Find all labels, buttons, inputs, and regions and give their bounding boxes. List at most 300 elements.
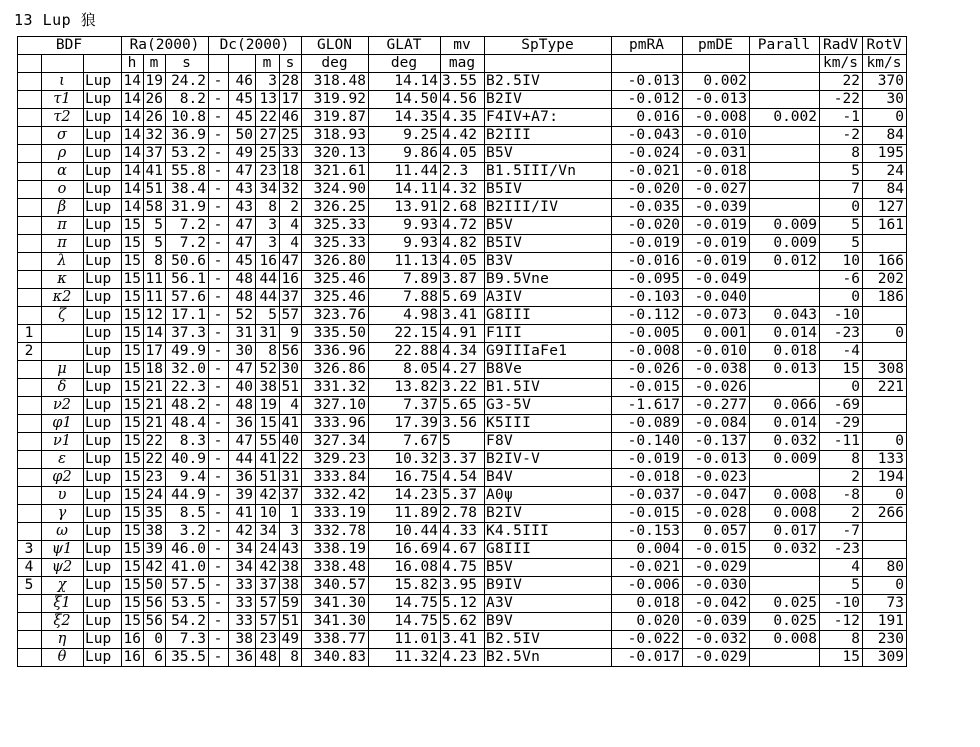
cell-ra-s: 37.3	[166, 325, 209, 343]
cell-dec-d: 33	[229, 595, 256, 613]
cell-pmde: -0.026	[683, 379, 750, 397]
cell-ra-m: 23	[144, 469, 166, 487]
cell-bayer: φ1	[42, 415, 84, 433]
cell-radv: 7	[820, 181, 863, 199]
cell-radv: -22	[820, 91, 863, 109]
cell-ra-m: 22	[144, 433, 166, 451]
cell-bayer: κ2	[42, 289, 84, 307]
cell-dec-d: 47	[229, 217, 256, 235]
cell-parall: 0.008	[750, 505, 820, 523]
cell-glon: 331.32	[302, 379, 369, 397]
cell-radv: 4	[820, 559, 863, 577]
cell-dec-s: 4	[280, 397, 302, 415]
cell-dec-sign: -	[209, 649, 229, 667]
cell-flamsteed	[18, 379, 42, 397]
cell-radv: 0	[820, 199, 863, 217]
cell-mv: 4.32	[441, 181, 485, 199]
cell-radv: 5	[820, 217, 863, 235]
cell-bayer: π	[42, 235, 84, 253]
cell-rotv	[863, 415, 907, 433]
cell-constellation: Lup	[84, 559, 122, 577]
cell-rotv: 30	[863, 91, 907, 109]
cell-ra-m: 56	[144, 613, 166, 631]
cell-ra-h: 15	[122, 487, 144, 505]
table-row	[18, 631, 907, 649]
cell-rotv	[863, 541, 907, 559]
cell-dec-sign: -	[209, 199, 229, 217]
cell-parall	[750, 163, 820, 181]
cell-radv: 15	[820, 649, 863, 667]
cell-sptype: K4.5III	[485, 523, 612, 541]
cell-radv: 15	[820, 361, 863, 379]
cell-glat: 10.32	[369, 451, 441, 469]
cell-mv: 4.42	[441, 127, 485, 145]
cell-sptype: A0ψ	[485, 487, 612, 505]
cell-glat: 7.67	[369, 433, 441, 451]
cell-dec-d: 48	[229, 397, 256, 415]
cell-rotv: 80	[863, 559, 907, 577]
cell-bayer: β	[42, 199, 84, 217]
cell-pmde: -0.008	[683, 109, 750, 127]
cell-dec-d: 31	[229, 325, 256, 343]
cell-pmra: -0.016	[612, 253, 683, 271]
cell-dec-m: 57	[256, 595, 280, 613]
cell-glon: 338.77	[302, 631, 369, 649]
cell-glat: 14.14	[369, 73, 441, 91]
cell-ra-h: 14	[122, 73, 144, 91]
cell-ra-h: 15	[122, 307, 144, 325]
cell-dec-d: 47	[229, 235, 256, 253]
cell-ra-m: 24	[144, 487, 166, 505]
cell-rotv: 127	[863, 199, 907, 217]
cell-ra-h: 14	[122, 181, 144, 199]
cell-ra-h: 15	[122, 379, 144, 397]
cell-mv: 3.41	[441, 307, 485, 325]
cell-dec-d: 39	[229, 487, 256, 505]
units-blank	[229, 55, 256, 73]
header-pmde: pmDE	[683, 37, 750, 55]
cell-radv: 0	[820, 379, 863, 397]
cell-parall: 0.043	[750, 307, 820, 325]
cell-parall: 0.009	[750, 451, 820, 469]
cell-dec-d: 49	[229, 145, 256, 163]
cell-dec-s: 32	[280, 181, 302, 199]
cell-ra-m: 12	[144, 307, 166, 325]
cell-dec-m: 19	[256, 397, 280, 415]
cell-glat: 9.86	[369, 145, 441, 163]
cell-ra-s: 57.6	[166, 289, 209, 307]
cell-ra-s: 7.2	[166, 235, 209, 253]
cell-pmde: -0.013	[683, 451, 750, 469]
cell-dec-s: 37	[280, 487, 302, 505]
cell-ra-m: 50	[144, 577, 166, 595]
cell-mv: 3.37	[441, 451, 485, 469]
cell-dec-sign: -	[209, 217, 229, 235]
cell-flamsteed	[18, 145, 42, 163]
cell-sptype: B5V	[485, 145, 612, 163]
cell-dec-d: 46	[229, 73, 256, 91]
cell-flamsteed	[18, 253, 42, 271]
cell-ra-s: 7.3	[166, 631, 209, 649]
cell-parall: 0.032	[750, 541, 820, 559]
header-pmra: pmRA	[612, 37, 683, 55]
cell-rotv: 195	[863, 145, 907, 163]
cell-mv: 2.78	[441, 505, 485, 523]
cell-parall: 0.008	[750, 631, 820, 649]
cell-glat: 9.93	[369, 235, 441, 253]
cell-ra-m: 11	[144, 289, 166, 307]
cell-ra-h: 15	[122, 343, 144, 361]
cell-ra-h: 15	[122, 253, 144, 271]
cell-dec-sign: -	[209, 271, 229, 289]
cell-flamsteed: 4	[18, 559, 42, 577]
cell-glon: 318.48	[302, 73, 369, 91]
cell-constellation: Lup	[84, 523, 122, 541]
cell-parall	[750, 379, 820, 397]
cell-radv: -23	[820, 541, 863, 559]
cell-pmra: -1.617	[612, 397, 683, 415]
cell-sptype: B9V	[485, 613, 612, 631]
cell-radv: -11	[820, 433, 863, 451]
cell-glat: 13.91	[369, 199, 441, 217]
unit-glon: deg	[302, 55, 369, 73]
table-row	[18, 505, 907, 523]
cell-constellation: Lup	[84, 469, 122, 487]
cell-pmra: -0.095	[612, 271, 683, 289]
cell-glon: 319.92	[302, 91, 369, 109]
cell-sptype: B1.5III/Vn	[485, 163, 612, 181]
cell-mv: 5.65	[441, 397, 485, 415]
cell-flamsteed	[18, 523, 42, 541]
cell-constellation: Lup	[84, 415, 122, 433]
table-row	[18, 73, 907, 91]
cell-dec-m: 44	[256, 271, 280, 289]
unit-h: h	[122, 55, 144, 73]
cell-rotv	[863, 307, 907, 325]
cell-sptype: B5IV	[485, 235, 612, 253]
cell-glat: 7.88	[369, 289, 441, 307]
cell-pmra: -0.022	[612, 631, 683, 649]
cell-pmra: -0.018	[612, 469, 683, 487]
cell-bayer: φ2	[42, 469, 84, 487]
cell-ra-h: 15	[122, 397, 144, 415]
cell-constellation: Lup	[84, 577, 122, 595]
cell-glat: 16.75	[369, 469, 441, 487]
cell-parall	[750, 127, 820, 145]
cell-dec-m: 24	[256, 541, 280, 559]
cell-rotv: 0	[863, 433, 907, 451]
cell-ra-h: 14	[122, 91, 144, 109]
cell-pmra: -0.140	[612, 433, 683, 451]
cell-bayer: ψ1	[42, 541, 84, 559]
cell-mv: 3.87	[441, 271, 485, 289]
cell-dec-m: 3	[256, 217, 280, 235]
cell-dec-m: 52	[256, 361, 280, 379]
cell-flamsteed	[18, 181, 42, 199]
cell-dec-m: 16	[256, 253, 280, 271]
cell-dec-s: 17	[280, 91, 302, 109]
cell-radv: 8	[820, 631, 863, 649]
cell-glat: 14.75	[369, 613, 441, 631]
unit-s: s	[166, 55, 209, 73]
cell-sptype: G8III	[485, 541, 612, 559]
cell-rotv: 0	[863, 577, 907, 595]
cell-parall	[750, 181, 820, 199]
cell-glon: 341.30	[302, 613, 369, 631]
cell-flamsteed	[18, 487, 42, 505]
cell-flamsteed	[18, 199, 42, 217]
table-row	[18, 595, 907, 613]
cell-glat: 14.35	[369, 109, 441, 127]
cell-dec-d: 36	[229, 415, 256, 433]
cell-pmra: 0.004	[612, 541, 683, 559]
table-row	[18, 325, 907, 343]
cell-ra-h: 15	[122, 577, 144, 595]
cell-glat: 14.11	[369, 181, 441, 199]
cell-sptype: A3V	[485, 595, 612, 613]
cell-glat: 15.82	[369, 577, 441, 595]
cell-ra-m: 21	[144, 397, 166, 415]
cell-ra-h: 15	[122, 451, 144, 469]
cell-flamsteed	[18, 505, 42, 523]
cell-dec-d: 48	[229, 289, 256, 307]
cell-dec-sign: -	[209, 289, 229, 307]
cell-radv: 2	[820, 469, 863, 487]
cell-pmde: -0.030	[683, 577, 750, 595]
cell-dec-m: 8	[256, 199, 280, 217]
cell-pmra: -0.017	[612, 649, 683, 667]
cell-ra-h: 14	[122, 127, 144, 145]
cell-pmde: -0.032	[683, 631, 750, 649]
cell-ra-s: 53.2	[166, 145, 209, 163]
header-bdf: BDF	[18, 37, 122, 55]
cell-dec-s: 22	[280, 451, 302, 469]
cell-dec-m: 27	[256, 127, 280, 145]
cell-mv: 5.62	[441, 613, 485, 631]
cell-ra-s: 48.4	[166, 415, 209, 433]
header-sptype: SpType	[485, 37, 612, 55]
header-rotv: RotV	[863, 37, 907, 55]
cell-glon: 327.10	[302, 397, 369, 415]
cell-glat: 7.89	[369, 271, 441, 289]
table-row	[18, 127, 907, 145]
cell-rotv: 133	[863, 451, 907, 469]
cell-constellation: Lup	[84, 379, 122, 397]
cell-parall	[750, 577, 820, 595]
cell-bayer: ψ2	[42, 559, 84, 577]
cell-ra-s: 54.2	[166, 613, 209, 631]
cell-ra-h: 15	[122, 325, 144, 343]
cell-constellation: Lup	[84, 235, 122, 253]
cell-sptype: B8Ve	[485, 361, 612, 379]
cell-glon: 325.33	[302, 235, 369, 253]
cell-parall: 0.002	[750, 109, 820, 127]
cell-constellation: Lup	[84, 541, 122, 559]
cell-sptype: F8V	[485, 433, 612, 451]
cell-sptype: B2IV	[485, 91, 612, 109]
cell-pmra: -0.103	[612, 289, 683, 307]
cell-ra-m: 0	[144, 631, 166, 649]
cell-ra-s: 22.3	[166, 379, 209, 397]
cell-dec-sign: -	[209, 163, 229, 181]
cell-dec-d: 44	[229, 451, 256, 469]
cell-rotv: 161	[863, 217, 907, 235]
cell-glat: 14.50	[369, 91, 441, 109]
cell-rotv: 194	[863, 469, 907, 487]
cell-glon: 338.48	[302, 559, 369, 577]
cell-pmde: -0.015	[683, 541, 750, 559]
cell-flamsteed	[18, 397, 42, 415]
cell-ra-h: 15	[122, 289, 144, 307]
units-blank	[683, 55, 750, 73]
cell-flamsteed	[18, 469, 42, 487]
cell-flamsteed	[18, 271, 42, 289]
cell-parall: 0.017	[750, 523, 820, 541]
cell-pmra: -0.112	[612, 307, 683, 325]
cell-pmde: -0.084	[683, 415, 750, 433]
cell-pmde: -0.038	[683, 361, 750, 379]
cell-dec-s: 4	[280, 235, 302, 253]
cell-pmra: -0.006	[612, 577, 683, 595]
cell-dec-d: 33	[229, 613, 256, 631]
cell-flamsteed	[18, 631, 42, 649]
cell-dec-sign: -	[209, 523, 229, 541]
cell-dec-d: 36	[229, 469, 256, 487]
cell-radv: -23	[820, 325, 863, 343]
cell-dec-s: 9	[280, 325, 302, 343]
cell-dec-s: 37	[280, 289, 302, 307]
cell-dec-sign: -	[209, 631, 229, 649]
unit-ds: s	[280, 55, 302, 73]
cell-pmde: -0.277	[683, 397, 750, 415]
table-row	[18, 271, 907, 289]
cell-ra-m: 35	[144, 505, 166, 523]
cell-bayer: α	[42, 163, 84, 181]
cell-sptype: A3IV	[485, 289, 612, 307]
cell-ra-s: 7.2	[166, 217, 209, 235]
cell-mv: 2.3	[441, 163, 485, 181]
cell-glon: 333.96	[302, 415, 369, 433]
cell-pmde: -0.029	[683, 649, 750, 667]
cell-dec-s: 33	[280, 145, 302, 163]
cell-ra-s: 32.0	[166, 361, 209, 379]
star-catalog-table	[17, 36, 907, 667]
cell-flamsteed: 2	[18, 343, 42, 361]
cell-sptype: F1II	[485, 325, 612, 343]
cell-ra-m: 41	[144, 163, 166, 181]
header-radv: RadV	[820, 37, 863, 55]
cell-glon: 340.83	[302, 649, 369, 667]
cell-bayer: ω	[42, 523, 84, 541]
cell-dec-sign: -	[209, 73, 229, 91]
cell-bayer	[42, 343, 84, 361]
cell-dec-m: 22	[256, 109, 280, 127]
cell-dec-d: 50	[229, 127, 256, 145]
units-blank	[42, 55, 84, 73]
table-row	[18, 199, 907, 217]
cell-flamsteed	[18, 73, 42, 91]
cell-ra-m: 26	[144, 91, 166, 109]
cell-constellation: Lup	[84, 307, 122, 325]
cell-constellation: Lup	[84, 361, 122, 379]
cell-dec-sign: -	[209, 235, 229, 253]
cell-mv: 5.69	[441, 289, 485, 307]
cell-dec-m: 42	[256, 559, 280, 577]
cell-glon: 319.87	[302, 109, 369, 127]
cell-parall: 0.012	[750, 253, 820, 271]
cell-glon: 318.93	[302, 127, 369, 145]
cell-dec-m: 37	[256, 577, 280, 595]
cell-dec-sign: -	[209, 451, 229, 469]
cell-bayer: ν2	[42, 397, 84, 415]
cell-ra-h: 15	[122, 541, 144, 559]
units-blank	[18, 55, 42, 73]
cell-dec-s: 59	[280, 595, 302, 613]
cell-bayer: π	[42, 217, 84, 235]
cell-parall: 0.014	[750, 415, 820, 433]
cell-constellation: Lup	[84, 325, 122, 343]
cell-pmra: -0.043	[612, 127, 683, 145]
cell-rotv	[863, 523, 907, 541]
cell-dec-sign: -	[209, 595, 229, 613]
cell-bayer: ξ2	[42, 613, 84, 631]
cell-bayer: ξ1	[42, 595, 84, 613]
cell-constellation: Lup	[84, 199, 122, 217]
cell-dec-sign: -	[209, 127, 229, 145]
cell-rotv: 166	[863, 253, 907, 271]
cell-mv: 4.56	[441, 91, 485, 109]
cell-dec-d: 40	[229, 379, 256, 397]
cell-glat: 11.44	[369, 163, 441, 181]
cell-bayer: δ	[42, 379, 84, 397]
cell-mv: 5.37	[441, 487, 485, 505]
cell-ra-h: 15	[122, 505, 144, 523]
cell-sptype: G8III	[485, 307, 612, 325]
cell-bayer: ι	[42, 73, 84, 91]
cell-rotv: 309	[863, 649, 907, 667]
cell-pmde: -0.013	[683, 91, 750, 109]
cell-flamsteed	[18, 289, 42, 307]
table-row	[18, 307, 907, 325]
cell-pmra: 0.018	[612, 595, 683, 613]
cell-ra-s: 36.9	[166, 127, 209, 145]
cell-mv: 4.67	[441, 541, 485, 559]
table-row	[18, 451, 907, 469]
cell-constellation: Lup	[84, 91, 122, 109]
cell-dec-m: 8	[256, 343, 280, 361]
cell-rotv: 84	[863, 181, 907, 199]
table-row	[18, 163, 907, 181]
cell-dec-s: 1	[280, 505, 302, 523]
cell-glat: 10.44	[369, 523, 441, 541]
cell-dec-sign: -	[209, 613, 229, 631]
cell-pmra: -0.089	[612, 415, 683, 433]
cell-dec-d: 47	[229, 163, 256, 181]
cell-pmra: -0.013	[612, 73, 683, 91]
cell-flamsteed	[18, 127, 42, 145]
cell-parall	[750, 469, 820, 487]
cell-mv: 4.54	[441, 469, 485, 487]
cell-parall: 0.066	[750, 397, 820, 415]
cell-radv: 8	[820, 145, 863, 163]
cell-dec-sign: -	[209, 433, 229, 451]
cell-rotv	[863, 397, 907, 415]
cell-flamsteed	[18, 451, 42, 469]
cell-ra-s: 38.4	[166, 181, 209, 199]
cell-parall	[750, 289, 820, 307]
cell-mv: 4.34	[441, 343, 485, 361]
cell-pmra: -0.008	[612, 343, 683, 361]
